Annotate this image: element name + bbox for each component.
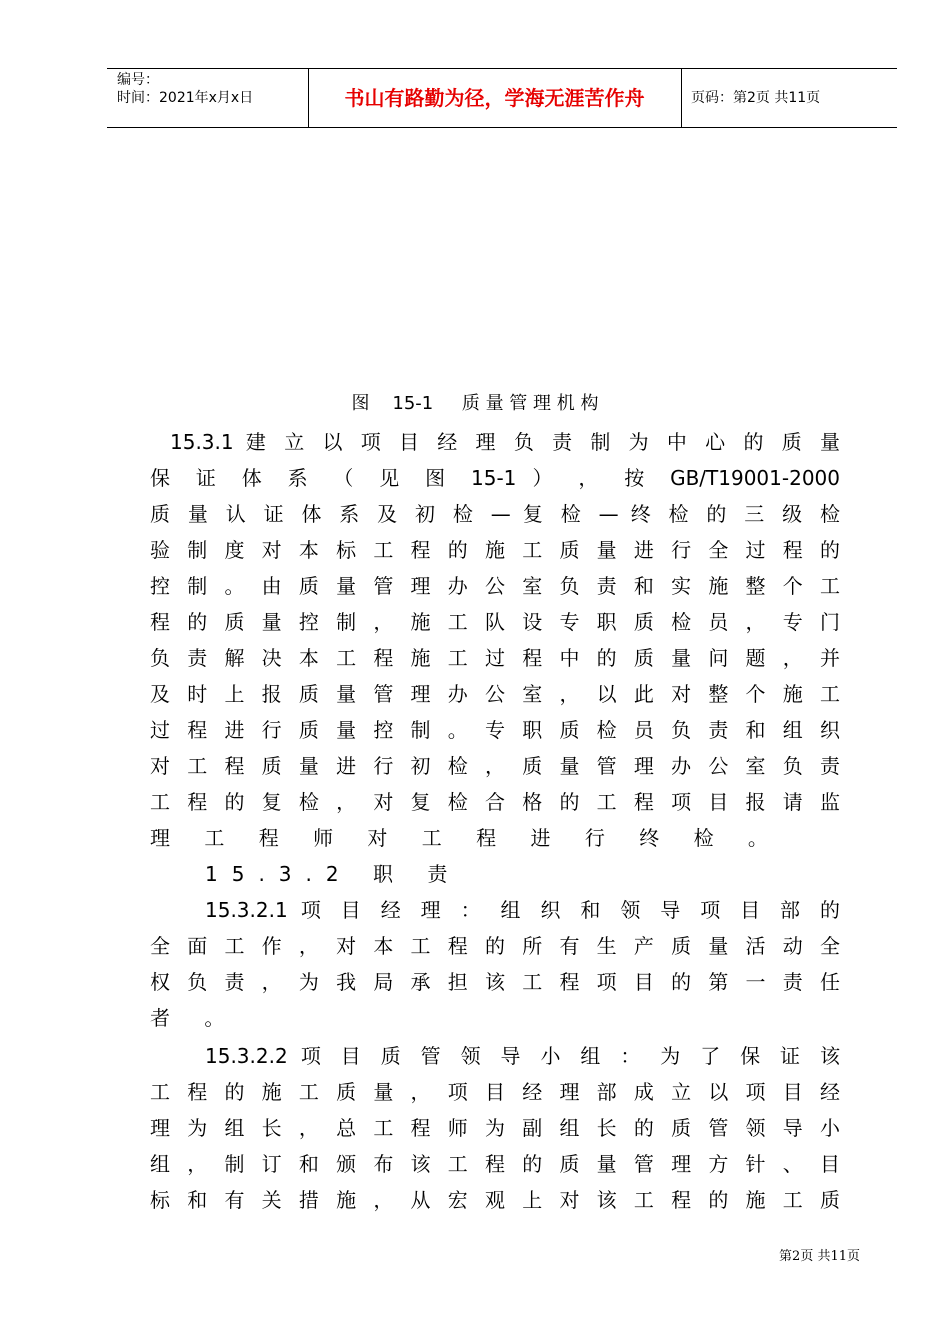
paragraph-line: 控 制 。 由 质 量 管 理 办 公 室 负 责 和 实 施 整 个 工: [150, 574, 840, 598]
document-time-label: 时间：2021年x月x日: [117, 90, 254, 106]
paragraph-line: 15.3.2.1 项 目 经 理 ： 组 织 和 领 导 项 目 部 的: [205, 898, 840, 922]
paragraph-line: 对 工 程 质 量 进 行 初 检 ， 质 量 管 理 办 公 室 负 责: [150, 754, 840, 778]
paragraph-line: 质 量 认 证 体 系 及 初 检 — 复 检 — 终 检 的 三 级 检: [150, 502, 840, 526]
footer-page-number: 第2页 共11页: [779, 1249, 860, 1264]
figure-caption: 图 15-1 质 量 管 理 机 构: [351, 393, 599, 414]
paragraph-line: 及 时 上 报 质 量 管 理 办 公 室 ， 以 此 对 整 个 施 工: [150, 682, 840, 706]
paragraph-line: 理 工 程 师 对 工 程 进 行 终 检 。: [150, 826, 782, 850]
paragraph-line: 程 的 质 量 控 制 ， 施 工 队 设 专 职 质 检 员 ， 专 门: [150, 610, 840, 634]
paragraph-line: 工 程 的 复 检 ， 对 复 检 合 格 的 工 程 项 目 报 请 监: [150, 790, 840, 814]
header-motto-cell: [308, 69, 682, 127]
page-header: [107, 68, 897, 128]
header-page-number: 页码：第2页 共11页: [691, 90, 821, 106]
section-heading: 15.3.2 职 责: [205, 862, 462, 886]
paragraph-line: 权 负 责 ， 为 我 局 承 担 该 工 程 项 目 的 第 一 责 任: [150, 970, 840, 994]
header-motto: 书山有路勤为径，学海无涯苦作舟: [344, 86, 645, 110]
paragraph-line: 标 和 有 关 措 施 ， 从 宏 观 上 对 该 工 程 的 施 工 质: [150, 1188, 840, 1212]
paragraph-line: 组 ， 制 订 和 颁 布 该 工 程 的 质 量 管 理 方 针 、 目: [150, 1152, 840, 1176]
paragraph-line: 工 程 的 施 工 质 量 ， 项 目 经 理 部 成 立 以 项 目 经: [150, 1080, 840, 1104]
paragraph-line: 理 为 组 长 ， 总 工 程 师 为 副 组 长 的 质 管 领 导 小: [150, 1116, 840, 1140]
header-meta-cell: [107, 69, 309, 127]
header-page-cell: [681, 69, 897, 127]
paragraph-line: 保 证 体 系 （ 见 图 15-1 ） ， 按 GB/T19001-2000: [150, 466, 840, 490]
paragraph-line: 15.3.1 建 立 以 项 目 经 理 负 责 制 为 中 心 的 质 量: [170, 430, 840, 454]
paragraph-line: 验 制 度 对 本 标 工 程 的 施 工 质 量 进 行 全 过 程 的: [150, 538, 840, 562]
paragraph-line: 过 程 进 行 质 量 控 制 。 专 职 质 检 员 负 责 和 组 织: [150, 718, 840, 742]
body-content: [150, 424, 840, 1218]
paragraph-line: 15.3.2.2 项 目 质 管 领 导 小 组 ： 为 了 保 证 该: [205, 1044, 840, 1068]
paragraph-line: 全 面 工 作 ， 对 本 工 程 的 所 有 生 产 质 量 活 动 全: [150, 934, 840, 958]
document-code-label: 编号：: [117, 72, 159, 88]
paragraph-line: 负 责 解 决 本 工 程 施 工 过 程 中 的 质 量 问 题 ， 并: [150, 646, 840, 670]
paragraph-line: 者 。: [150, 1006, 239, 1030]
